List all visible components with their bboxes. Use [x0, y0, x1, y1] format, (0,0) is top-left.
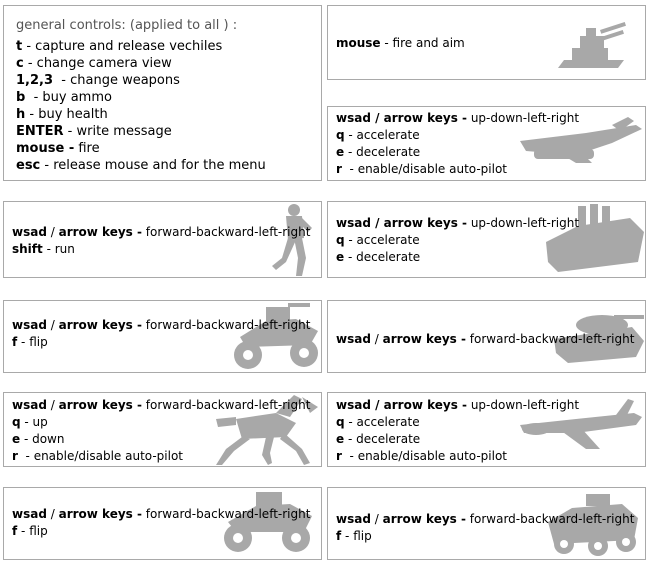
control-row: e - decelerate	[336, 145, 421, 159]
control-row: f - flip	[336, 529, 372, 543]
control-row: e - decelerate	[336, 432, 421, 446]
control-row: wsad / arrow keys - forward-backward-left-right	[336, 332, 635, 346]
control-row: wsad / arrow keys - forward-backward-left-right	[12, 318, 311, 332]
buggy-controls-panel	[3, 300, 322, 373]
control-row: wsad / arrow keys - up-down-left-right	[336, 398, 580, 412]
turret-image	[550, 16, 630, 76]
turret-controls-panel	[327, 5, 646, 80]
control-row: f - flip	[12, 524, 48, 538]
control-row: mouse - fire	[16, 141, 100, 156]
control-row: ENTER - write message	[16, 124, 172, 139]
hovertank-controls-panel	[327, 201, 646, 278]
soldier-controls-panel	[3, 201, 322, 278]
control-row: h - buy health	[16, 107, 108, 122]
control-row: q - up	[12, 415, 48, 429]
control-row: e - decelerate	[336, 250, 421, 264]
general-controls-title: general controls: (applied to all ) :	[16, 18, 238, 33]
control-row: wsad / arrow keys - forward-backward-left-right	[12, 398, 311, 412]
bomber-controls-panel	[327, 392, 646, 467]
control-row: c - change camera view	[16, 56, 172, 71]
control-row: q - accelerate	[336, 415, 420, 429]
control-row: r - enable/disable auto-pilot	[336, 449, 508, 463]
control-row: wsad / arrow keys - forward-backward-left-right	[12, 225, 311, 239]
control-row: q - accelerate	[336, 128, 420, 142]
control-row: t - capture and release vechiles	[16, 39, 223, 54]
control-row: b - buy ammo	[16, 90, 112, 105]
control-row: f - flip	[12, 335, 48, 349]
control-row: shift - run	[12, 242, 75, 256]
control-row: wsad / arrow keys - up-down-left-right	[336, 216, 580, 230]
control-row: r - enable/disable auto-pilot	[336, 162, 508, 176]
tank-controls-panel	[327, 300, 646, 373]
control-row: mouse - fire and aim	[336, 36, 465, 50]
control-row: wsad / arrow keys - forward-backward-left-right	[336, 512, 635, 526]
jet-controls-panel	[327, 106, 646, 181]
control-row: q - accelerate	[336, 233, 420, 247]
general-controls-panel	[3, 5, 322, 181]
control-row: e - down	[12, 432, 65, 446]
control-row: r - enable/disable auto-pilot	[12, 449, 184, 463]
control-row: wsad / arrow keys - forward-backward-left-right	[12, 507, 311, 521]
walker-controls-panel	[3, 392, 322, 467]
control-row: esc - release mouse and for the menu	[16, 158, 266, 173]
control-row: 1,2,3 - change weapons	[16, 73, 180, 88]
apc-controls-panel	[327, 487, 646, 560]
buggy2-controls-panel	[3, 487, 322, 560]
control-row: wsad / arrow keys - up-down-left-right	[336, 111, 580, 125]
